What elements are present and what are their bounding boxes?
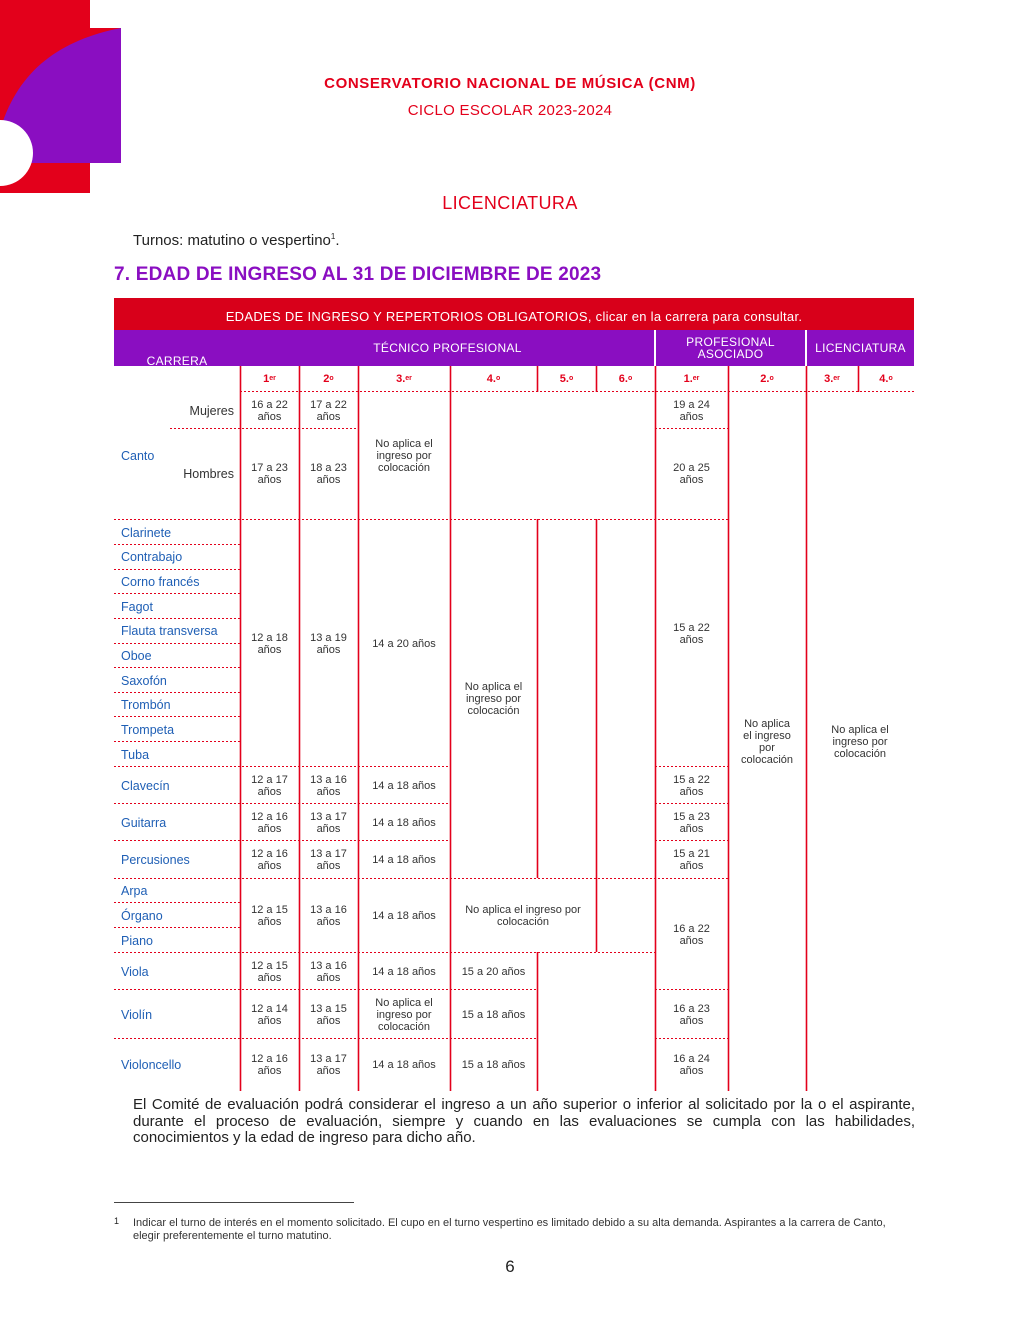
career-link-violin[interactable]: Violín <box>121 1007 153 1022</box>
cell-clavecin-t1: 12 a 17 años <box>251 773 288 798</box>
group-header-licenciatura: LICENCIATURA <box>815 341 906 355</box>
cell-t4-no-aplica: No aplica el ingreso por colocación <box>464 681 523 717</box>
career-link-fagot[interactable]: Fagot <box>121 599 153 614</box>
cell-violoncello-t2: 13 a 17 años <box>310 1053 347 1077</box>
institution-title: CONSERVATORIO NACIONAL DE MÚSICA (CNM) <box>324 75 696 92</box>
cell-percusiones-t3: 14 a 18 años <box>372 854 436 866</box>
cell-wind-t3: 14 a 20 años <box>372 637 436 650</box>
cell-guitarra-pa1: 15 a 23 años <box>673 810 710 835</box>
cell-canto-mujeres-t1: 16 a 22 años <box>251 398 288 423</box>
career-link-arpa[interactable]: Arpa <box>121 884 148 898</box>
group-header-tecnico: TÉCNICO PROFESIONAL <box>373 341 522 355</box>
cell-violin-pa1: 16 a 23 años <box>673 1002 710 1027</box>
career-link-guitarra[interactable]: Guitarra <box>121 815 167 830</box>
cell-wind-t1: 12 a 18 años <box>251 631 288 656</box>
cell-keys-viola-pa1: 16 a 22 años <box>673 922 710 947</box>
career-link-oboe[interactable]: Oboe <box>121 648 152 663</box>
cell-guitarra-t2: 13 a 17 años <box>310 810 347 835</box>
cell-clavecin-t2: 13 a 16 años <box>310 773 347 798</box>
cell-violin-t1: 12 a 14 años <box>251 1002 288 1027</box>
cell-wind-pa1: 15 a 22 años <box>673 622 710 646</box>
cell-violoncello-t3: 14 a 18 años <box>372 1059 436 1071</box>
footnote-ref[interactable]: 1 <box>330 232 336 241</box>
year-header: 1 er <box>263 372 276 385</box>
cell-canto-hombres-pa1: 20 a 25 años <box>673 462 710 486</box>
cell-canto-mujeres-pa1: 19 a 24 años <box>673 398 710 423</box>
level-title: LICENCIATURA <box>442 193 578 213</box>
cell-percusiones-pa1: 15 a 21 años <box>673 848 710 872</box>
cell-clavecin-pa1: 15 a 22 años <box>673 773 710 798</box>
year-header: 5. o <box>559 372 574 385</box>
career-link-saxofon[interactable]: Saxofón <box>121 673 167 688</box>
evaluation-note: El Comité de evaluación podrá considerar el ingreso a un año superior o inferior al solicitado por la o el aspirante, durante el proceso de evaluación, siempre y cuando en las evaluaciones se cumpla con las habilidades, conocimientos y la edad de ingreso para dicho año. <box>133 1096 915 1146</box>
cell-viola-t2: 13 a 16 años <box>310 959 347 984</box>
cell-canto-mujeres-t2: 17 a 22 años <box>310 398 347 423</box>
cell-violin-t3: No aplica el ingreso por colocación <box>375 996 433 1033</box>
cell-viola-t1: 12 a 15 años <box>251 959 288 984</box>
footnote-text: Indicar el turno de interés en el momento solicitado. El cupo en el turno vespertino es limitado debido a su alta demanda. Aspirantes a la carrera de Canto, elegir preferentemente el turno matutino. <box>133 1217 886 1242</box>
cell-guitarra-t3: 14 a 18 años <box>372 816 436 829</box>
cell-wind-t2: 13 a 19 años <box>310 631 347 656</box>
cell-viola-t4: 15 a 20 años <box>461 965 526 978</box>
career-link-flauta-transversa[interactable]: Flauta transversa <box>121 624 218 638</box>
cell-violin-t4: 15 a 18 años <box>461 1008 526 1021</box>
cell-clavecin-t3: 14 a 18 años <box>372 779 436 792</box>
cell-violoncello-pa1: 16 a 24 años <box>673 1053 710 1077</box>
career-link-organo[interactable]: Órgano <box>121 908 163 923</box>
canto-hombres-label: Hombres <box>183 467 234 481</box>
page-number: 6 <box>505 1257 515 1276</box>
cell-viola-t3: 14 a 18 años <box>372 965 436 978</box>
school-cycle: CICLO ESCOLAR 2023-2024 <box>407 102 613 119</box>
cell-violin-t2: 13 a 15 años <box>310 1002 347 1027</box>
cell-pa2-no-aplica: No aplica el ingreso por colocación <box>741 717 793 766</box>
year-header: 6. o <box>618 372 633 385</box>
career-link-percusiones[interactable]: Percusiones <box>121 853 190 867</box>
career-link-clavecin[interactable]: Clavecín <box>121 778 170 793</box>
year-header: 1. er <box>683 372 700 385</box>
year-header: 3. er <box>824 372 840 385</box>
canto-mujeres-label: Mujeres <box>189 403 234 418</box>
career-link-canto[interactable]: Canto <box>121 449 155 463</box>
cell-canto-hombres-t2: 18 a 23 años <box>310 462 347 486</box>
cell-canto-t3: No aplica el ingreso por colocación <box>375 437 433 474</box>
cell-percusiones-t1: 12 a 16 años <box>251 848 288 872</box>
career-link-trompeta[interactable]: Trompeta <box>121 722 175 737</box>
career-link-corno-frances[interactable]: Corno francés <box>121 574 200 589</box>
career-link-violoncello[interactable]: Violoncello <box>121 1058 182 1072</box>
section-title: 7. EDAD DE INGRESO AL 31 DE DICIEMBRE DE 2023 <box>114 264 602 285</box>
cell-keys-t45: No aplica el ingreso por colocación <box>465 904 581 928</box>
career-link-viola[interactable]: Viola <box>121 964 149 979</box>
footnote-divider <box>114 1202 354 1203</box>
career-link-piano[interactable]: Piano <box>121 933 153 948</box>
turnos-text: Turnos: matutino o vespertino$^1$. <box>133 232 340 249</box>
career-link-clarinete[interactable]: Clarinete <box>121 525 172 540</box>
cell-violoncello-t1: 12 a 16 años <box>251 1053 288 1077</box>
year-header: 2 o <box>323 372 334 385</box>
cell-guitarra-t1: 12 a 16 años <box>251 810 288 835</box>
cell-keys-t1: 12 a 15 años <box>251 904 288 928</box>
year-header: 2. o <box>760 372 774 385</box>
footnote-mark: 1 <box>114 1216 120 1226</box>
cell-percusiones-t2: 13 a 17 años <box>310 848 347 872</box>
cell-violoncello-t4: 15 a 18 años <box>461 1059 526 1071</box>
cell-keys-t2: 13 a 16 años <box>310 904 347 928</box>
column-header-carrera: CARRERA <box>146 354 208 368</box>
cell-canto-hombres-t1: 17 a 23 años <box>251 462 288 486</box>
group-header-profesional-asociado: PROFESIONAL ASOCIADO <box>686 335 775 361</box>
year-header: 4. o <box>486 372 501 385</box>
career-link-contrabajo[interactable]: Contrabajo <box>121 550 183 564</box>
cell-keys-t3: 14 a 18 años <box>372 910 436 922</box>
table-banner: EDADES DE INGRESO Y REPERTORIOS OBLIGATORIOS, clicar en la carrera para consultar. <box>225 309 803 324</box>
year-header: 3. er <box>396 372 412 385</box>
cell-licenciatura-no-aplica: No aplica el ingreso por colocación <box>831 723 889 760</box>
career-link-trombon[interactable]: Trombón <box>121 698 171 712</box>
career-link-tuba[interactable]: Tuba <box>121 747 150 762</box>
year-header: 4. o <box>879 372 893 385</box>
